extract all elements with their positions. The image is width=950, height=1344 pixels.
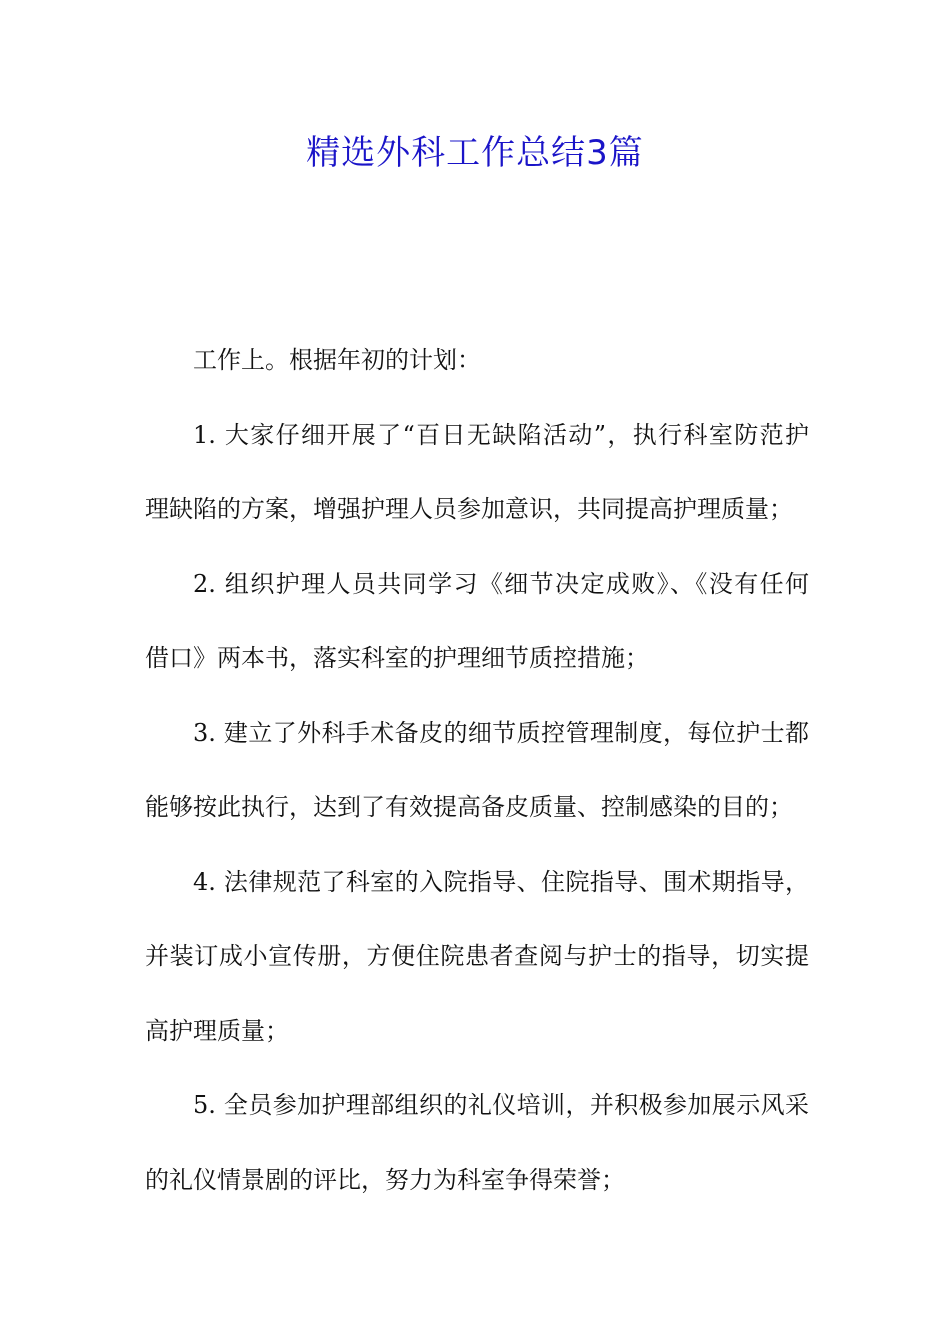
item-2-line-1: 2. 组织护理人员共同学习《细节决定成败》、《没有任何 xyxy=(193,570,809,598)
item-4-line-2: 并装订成小宣传册，方便住院患者查阅与护士的指导，切实提 xyxy=(145,942,809,970)
item-3-line-2: 能够按此执行，达到了有效提高备皮质量、控制感染的目的； xyxy=(145,793,793,821)
item-1-line-1: 1. 大家仔细开展了“百日无缺陷活动”，执行科室防范护 xyxy=(193,421,809,449)
item-2-line-2: 借口》两本书，落实科室的护理细节质控措施； xyxy=(145,644,649,672)
item-5-line-2: 的礼仪情景剧的评比，努力为科室争得荣誉； xyxy=(145,1166,625,1194)
document-title: 精选外科工作总结3篇 xyxy=(306,133,644,173)
item-5-line-1: 5. 全员参加护理部组织的礼仪培训，并积极参加展示风采 xyxy=(193,1091,809,1119)
paragraph-intro-line-1: 工作上。根据年初的计划： xyxy=(193,346,481,374)
item-1-line-2: 理缺陷的方案，增强护理人员参加意识，共同提高护理质量； xyxy=(145,495,793,523)
item-4-line-1: 4. 法律规范了科室的入院指导、住院指导、围术期指导， xyxy=(193,868,809,896)
item-3-line-1: 3. 建立了外科手术备皮的细节质控管理制度，每位护士都 xyxy=(193,719,809,747)
item-4-line-3: 高护理质量； xyxy=(145,1017,289,1045)
